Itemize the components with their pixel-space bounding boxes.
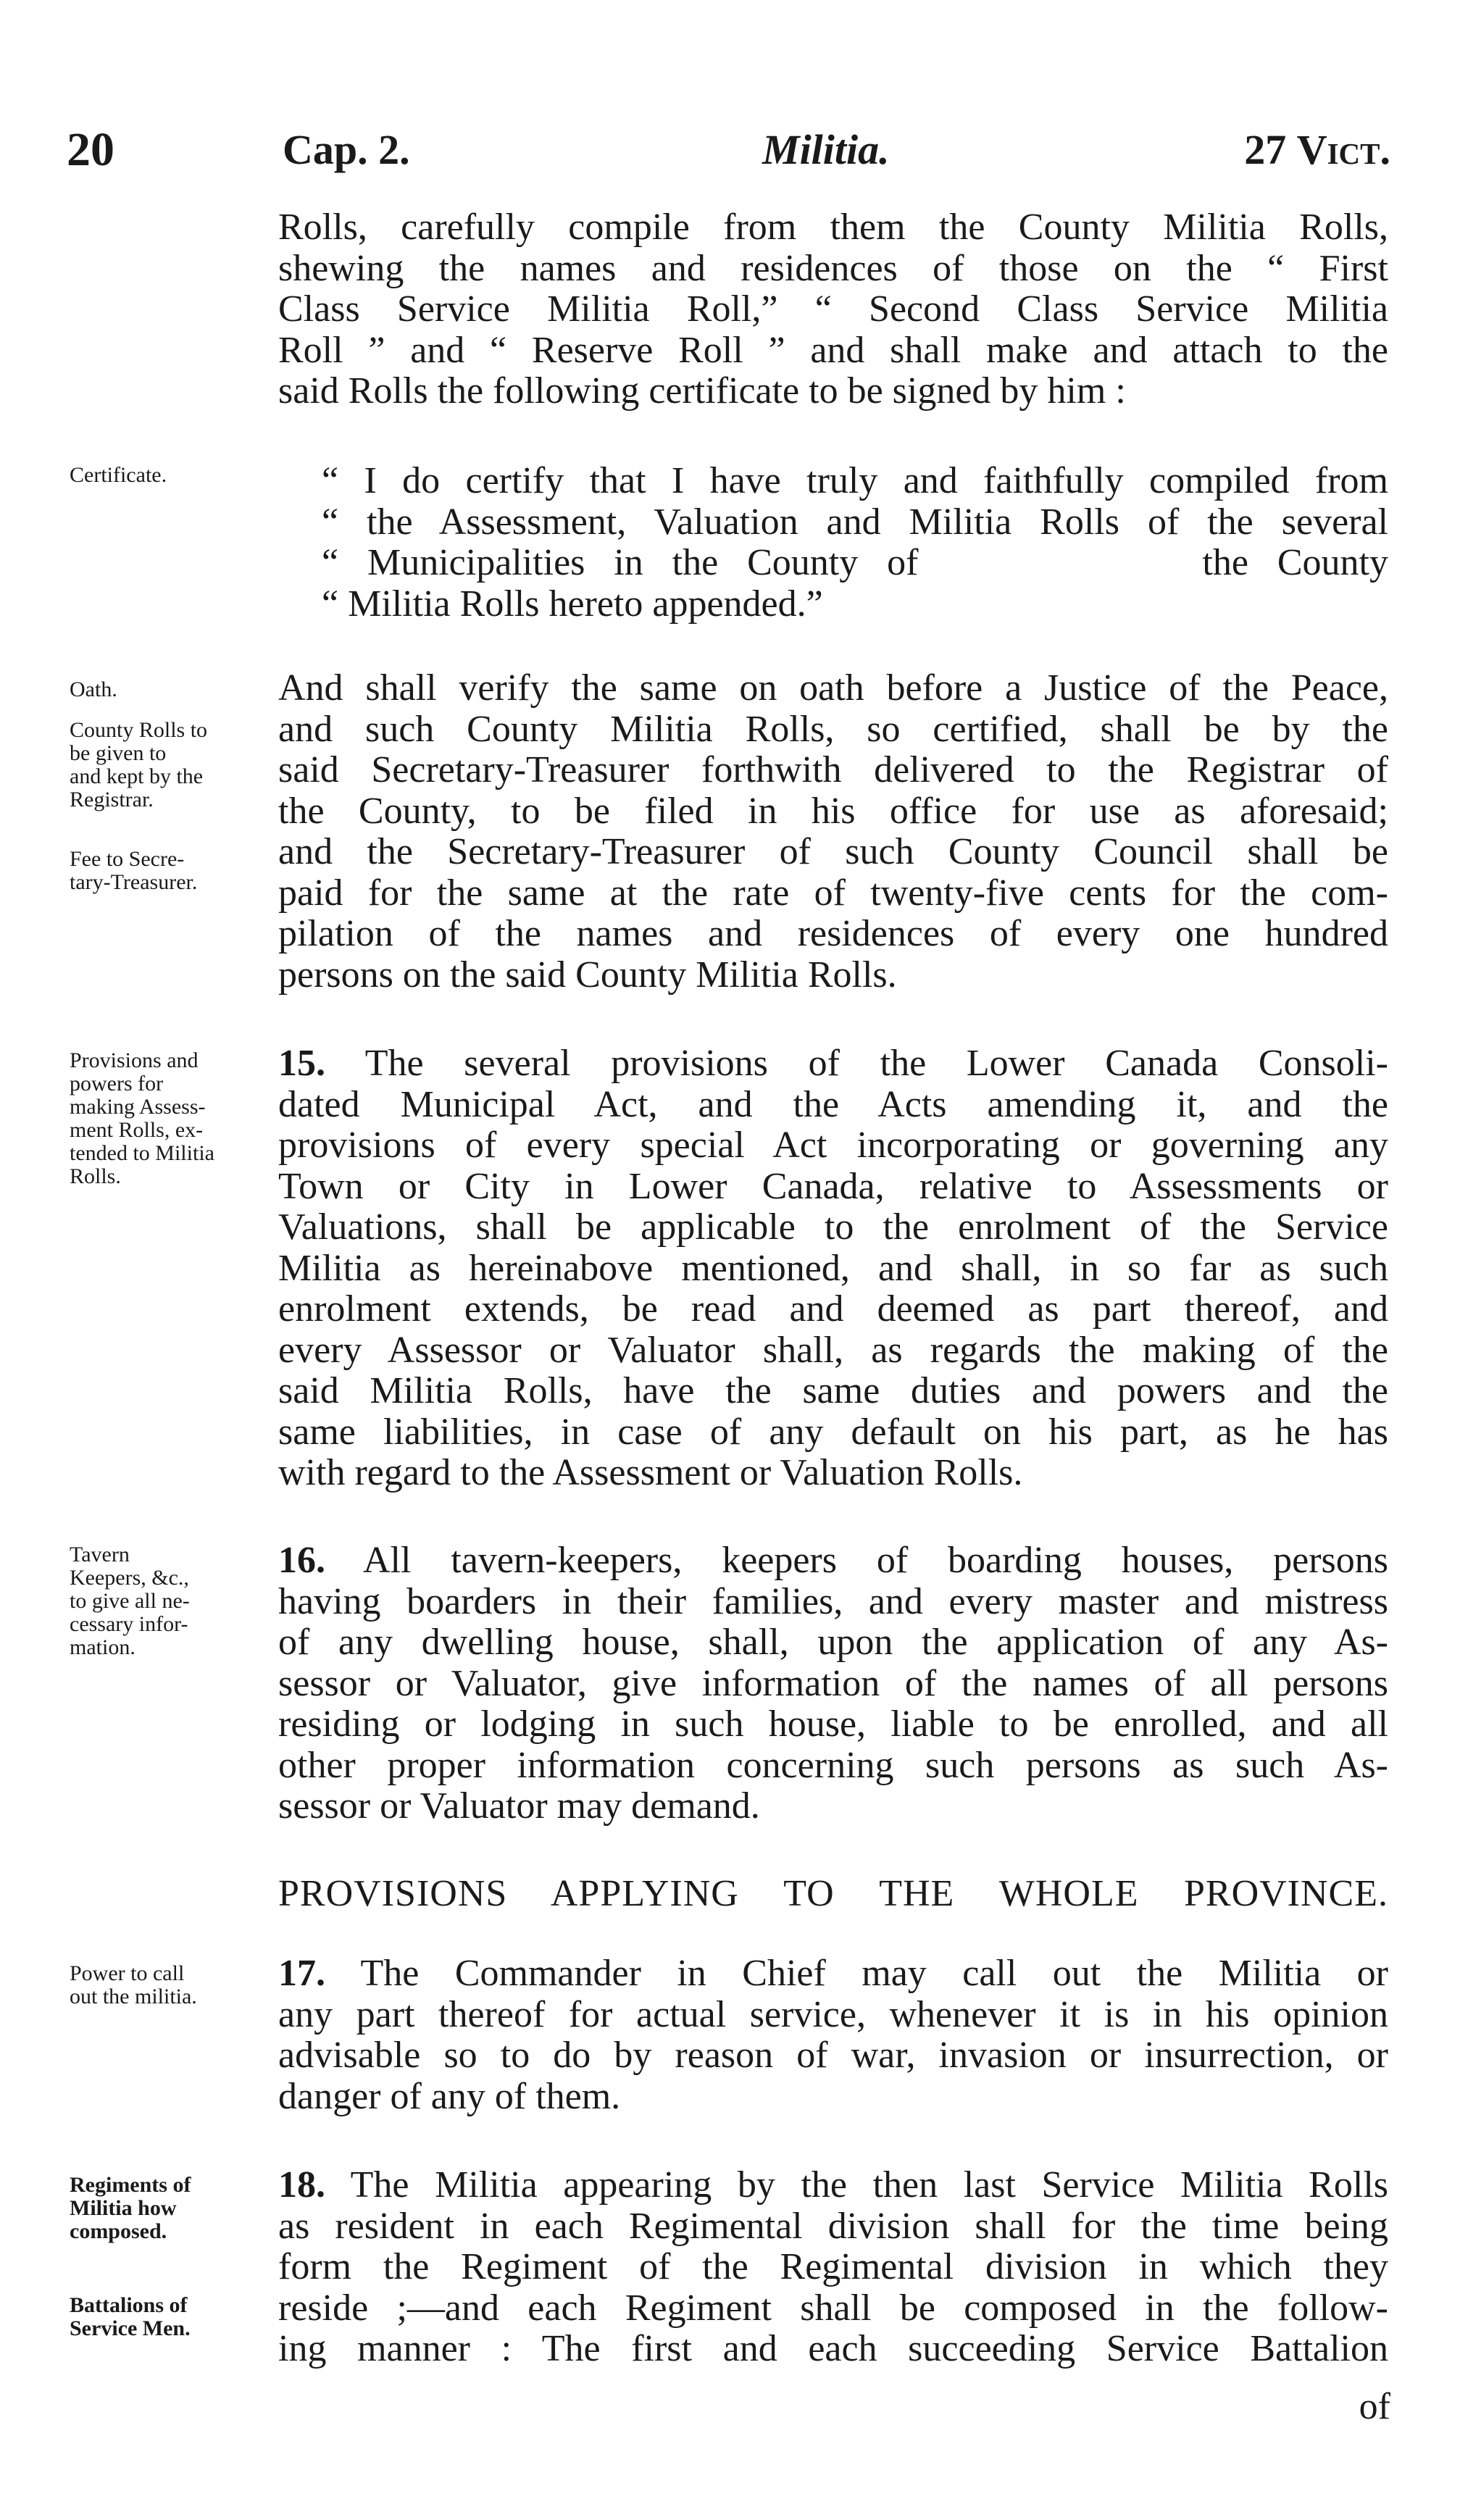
margin-note-line: Battalions of: [70, 2293, 188, 2317]
text-line: “ Militia Rolls hereto appended.”: [322, 583, 823, 625]
text-line: And shall verify the same on oath before a Justice of the Peace,: [278, 667, 1388, 709]
margin-note-line: and kept by the: [70, 764, 204, 788]
text-line: persons on the said County Militia Rolls.: [278, 954, 897, 996]
section-16: [278, 1540, 1388, 1827]
section-number: 16.: [278, 1540, 325, 1581]
margin-note-line: Registrar.: [70, 788, 154, 812]
margin-note-oath: [70, 678, 274, 701]
text-line: enrolment extends, be read and deemed as part thereof, and: [278, 1288, 1388, 1330]
margin-note-line: to give all ne-: [70, 1589, 190, 1613]
text-line: other proper information concerning such persons as such As-: [278, 1744, 1388, 1786]
text-line: [322, 543, 1388, 584]
margin-note-line: Regiments of: [70, 2173, 191, 2197]
margin-note-tavern: [70, 1543, 274, 1659]
text-line: having boarders in their families, and every master and mistress: [278, 1580, 1388, 1622]
margin-note-battalions: [70, 2294, 274, 2340]
text-line: [278, 1540, 1388, 1582]
text-line: and such County Militia Rolls, so certified, shall be by the: [278, 708, 1388, 750]
margin-note-line: Certificate.: [70, 463, 167, 487]
text-line: Town or City in Lower Canada, relative to Assessments or: [278, 1165, 1388, 1207]
text-line: same liabilities, in case of any default on his part, as he has: [278, 1411, 1388, 1453]
text-line: and the Secretary-Treasurer of such County Council shall be: [278, 831, 1388, 872]
text-line: sessor or Valuator may demand.: [278, 1785, 760, 1827]
margin-note-line: Keepers, &c.,: [70, 1566, 189, 1590]
margin-note-line: Provisions and: [70, 1048, 199, 1072]
text-line: as resident in each Regimental division shall for the time being: [278, 2205, 1388, 2247]
text-line: any part thereof for actual service, whenever it is in his opinion: [278, 1993, 1388, 2035]
margin-note-line: ment Rolls, ex-: [70, 1118, 204, 1142]
regnal-year-abbr: Vict.: [1296, 126, 1390, 173]
margin-note-power: [70, 1962, 274, 2008]
text-line: [278, 2165, 1388, 2206]
text-line: form the Regiment of the Regimental division in which they: [278, 2246, 1388, 2287]
text-line: paid for the same at the rate of twenty-five cents for the com-: [278, 872, 1388, 914]
text-line: danger of any of them.: [278, 2075, 621, 2117]
certificate-text: [278, 461, 1388, 625]
section-number: 15.: [278, 1043, 325, 1084]
margin-note-line: tary-Treasurer.: [70, 870, 198, 894]
text-line: dated Municipal Act, and the Acts amending it, and the: [278, 1083, 1388, 1125]
margin-note-line: Service Men.: [70, 2316, 191, 2340]
text-line: the County, to be filed in his office for use as aforesaid;: [278, 790, 1388, 832]
text-line: “ the Assessment, Valuation and Militia Rolls of the several: [322, 501, 1388, 543]
margin-note-fee: [70, 848, 274, 894]
margin-note-line: out the militia.: [70, 1985, 197, 2008]
text-line: sessor or Valuator, give information of the names of all persons: [278, 1662, 1388, 1704]
margin-note-line: County Rolls to: [70, 718, 208, 742]
text-line: [278, 1953, 1388, 1995]
text-line: said Militia Rolls, have the same duties and powers and the: [278, 1370, 1388, 1411]
margin-note-line: Tavern: [70, 1543, 130, 1566]
text-fragment: the County: [1202, 542, 1388, 583]
text-line: ing manner : The first and each succeeding Service Battalion: [278, 2328, 1388, 2369]
margin-note-line: Fee to Secre-: [70, 847, 185, 871]
text-fragment: The several provisions of the Lower Canada Consoli-: [364, 1043, 1388, 1084]
chapter-label: Cap. 2.: [283, 126, 410, 173]
text-line: with regard to the Assessment or Valuation Rolls.: [278, 1452, 1023, 1493]
catchword: of: [1359, 2386, 1390, 2427]
margin-note-line: be given to: [70, 741, 167, 765]
text-line: residing or lodging in such house, liable to be enrolled, and all: [278, 1703, 1388, 1745]
section-15: [278, 1043, 1388, 1494]
section-number: 18.: [278, 2164, 325, 2206]
margin-note-certificate: [70, 464, 274, 487]
text-line: Class Service Militia Roll,” “ Second Class Service Militia: [278, 288, 1388, 330]
margin-note-line: making Assess-: [70, 1095, 206, 1119]
text-fragment: All tavern-keepers, keepers of boarding houses, persons: [363, 1540, 1388, 1581]
text-line: [278, 1043, 1388, 1085]
text-fragment: The Commander in Chief may call out the Militia or: [360, 1953, 1388, 1994]
text-line: pilation of the names and residences of every one hundred: [278, 913, 1388, 954]
text-line: said Rolls the following certificate to be signed by him :: [278, 370, 1126, 412]
text-line: Militia as hereinabove mentioned, and shall, in so far as such: [278, 1247, 1388, 1289]
text-line: Roll ” and “ Reserve Roll ” and shall make and attach to the: [278, 329, 1388, 371]
margin-note-provisions: [70, 1049, 274, 1188]
margin-note-line: Rolls.: [70, 1164, 121, 1188]
text-line: advisable so to do by reason of war, invasion or insurrection, or: [278, 2035, 1388, 2076]
text-line: Rolls, carefully compile from them the County Militia Rolls,: [278, 206, 1388, 248]
paragraph-continuation: [278, 207, 1388, 412]
margin-note-line: mation.: [70, 1635, 135, 1659]
text-line: provisions of every special Act incorporating or governing any: [278, 1125, 1388, 1166]
section-heading: PROVISIONS APPLYING TO THE WHOLE PROVINCE.: [278, 1873, 1388, 1914]
margin-note-line: Power to call: [70, 1961, 185, 1985]
margin-note-line: tended to Militia: [70, 1141, 214, 1165]
text-fragment: The Militia appearing by the then last Service Militia Rolls: [350, 2164, 1389, 2206]
text-line: shewing the names and residences of those on the “ First: [278, 247, 1388, 289]
section-17: [278, 1953, 1388, 2117]
margin-note-line: composed.: [70, 2219, 167, 2243]
margin-note-line: Militia how: [70, 2196, 177, 2220]
text-line: of any dwelling house, shall, upon the application of any As-: [278, 1622, 1388, 1663]
text-line: “ I do certify that I have truly and faithfully compiled from: [322, 460, 1388, 501]
running-title: Militia.: [762, 126, 890, 173]
margin-note-line: powers for: [70, 1072, 164, 1096]
paragraph-oath: [278, 668, 1388, 996]
margin-note-line: cessary infor-: [70, 1612, 188, 1636]
margin-note-line: Oath.: [70, 677, 117, 701]
text-line: Valuations, shall be applicable to the enrolment of the Service: [278, 1206, 1388, 1248]
margin-note-regiments: [70, 2174, 274, 2243]
text-fragment: “ Municipalities in the County of: [322, 542, 919, 583]
text-line: every Assessor or Valuator shall, as regards the making of the: [278, 1329, 1388, 1371]
text-line: said Secretary-Treasurer forthwith delivered to the Registrar of: [278, 749, 1388, 790]
page-number: 20: [67, 123, 114, 176]
margin-note-county-rolls: [70, 719, 274, 812]
section-18: [278, 2165, 1388, 2370]
regnal-year-number: 27: [1244, 126, 1287, 173]
regnal-year: [1244, 125, 1390, 175]
text-line: reside ;—and each Regiment shall be composed in the follow-: [278, 2287, 1388, 2329]
section-number: 17.: [278, 1953, 325, 1994]
